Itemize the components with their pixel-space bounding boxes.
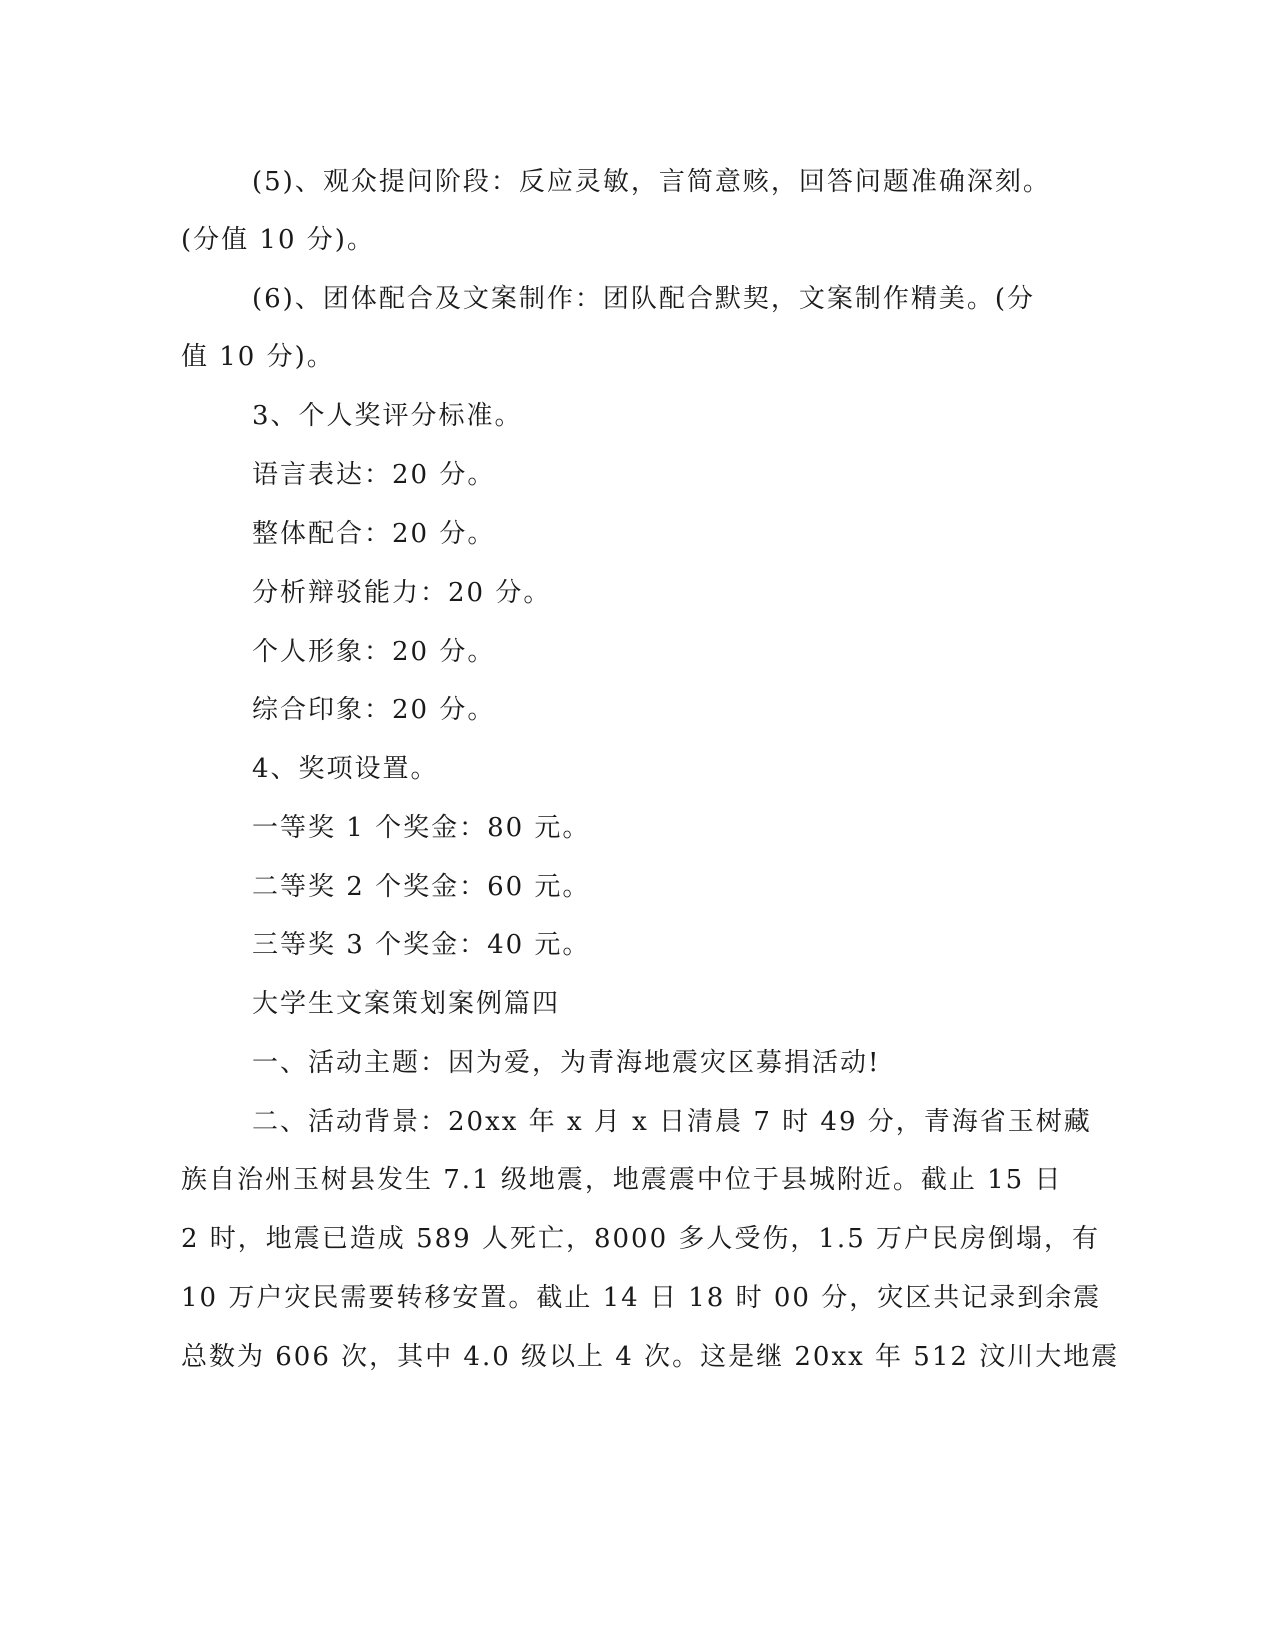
criterion-analysis: 分析辩驳能力：20 分。 xyxy=(252,578,552,608)
award-first: 一等奖 1 个奖金：80 元。 xyxy=(252,813,591,843)
paragraph-5-line-2: (分值 10 分)。 xyxy=(181,225,375,255)
activity-theme: 一、活动主题：因为爱，为青海地震灾区募捐活动! xyxy=(252,1048,881,1078)
background-line-3: 2 时，地震已造成 589 人死亡，8000 多人受伤，1.5 万户民房倒塌，有 xyxy=(181,1224,1101,1254)
paragraph-6-line-1: (6)、团体配合及文案制作：团队配合默契，文案制作精美。(分 xyxy=(252,284,1035,314)
paragraph-6-line-2: 值 10 分)。 xyxy=(181,342,335,372)
award-second: 二等奖 2 个奖金：60 元。 xyxy=(252,872,591,902)
criterion-image: 个人形象：20 分。 xyxy=(252,637,496,667)
paragraph-5-line-1: (5)、观众提问阶段：反应灵敏，言简意赅，回答问题准确深刻。 xyxy=(252,167,1051,197)
background-line-1: 二、活动背景：20xx 年 x 月 x 日清晨 7 时 49 分，青海省玉树藏 xyxy=(252,1107,1092,1137)
criterion-teamwork: 整体配合：20 分。 xyxy=(252,519,496,549)
background-line-4: 10 万户灾民需要转移安置。截止 14 日 18 时 00 分，灾区共记录到余震 xyxy=(181,1283,1102,1313)
award-third: 三等奖 3 个奖金：40 元。 xyxy=(252,930,591,960)
section-4-heading: 4、奖项设置。 xyxy=(252,754,439,784)
section-3-heading: 3、个人奖评分标准。 xyxy=(252,401,523,431)
criterion-language: 语言表达：20 分。 xyxy=(252,460,496,490)
background-line-5: 总数为 606 次，其中 4.0 级以上 4 次。这是继 20xx 年 512 汶川大地震 xyxy=(181,1342,1120,1372)
criterion-impression: 综合印象：20 分。 xyxy=(252,695,496,725)
background-line-2: 族自治州玉树县发生 7.1 级地震，地震震中位于县城附近。截止 15 日 xyxy=(181,1165,1063,1195)
case-title: 大学生文案策划案例篇四 xyxy=(252,989,561,1019)
